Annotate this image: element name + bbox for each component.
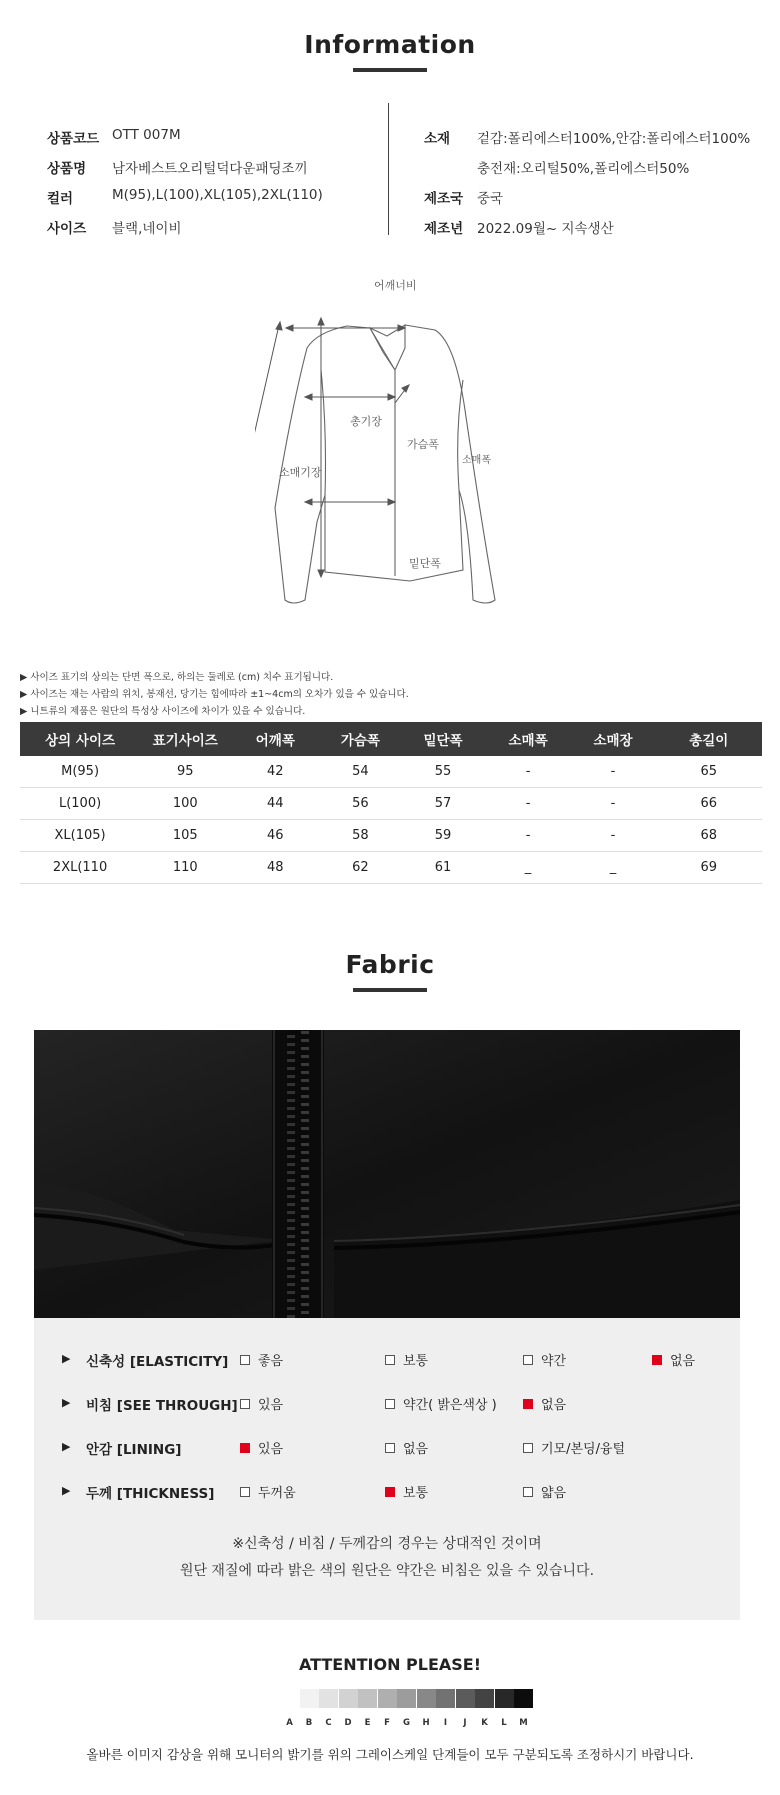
grayscale-swatch	[436, 1689, 455, 1708]
attribute-label: 비침 [SEE THROUGH]	[86, 1398, 238, 1414]
attribute-option	[385, 1482, 428, 1501]
option-label: 약간( 밝은색상 )	[403, 1398, 497, 1413]
info-label: 소재	[424, 131, 451, 147]
fabric-title: Fabric	[345, 950, 435, 979]
info-value: M(95),L(100),XL(105),2XL(110)	[112, 187, 323, 203]
grayscale-letter: I	[443, 1718, 448, 1728]
checkbox-unchecked	[240, 1487, 250, 1497]
size-table-header-cell: 소매폭	[486, 722, 571, 756]
grayscale-letter: H	[422, 1718, 430, 1728]
size-table-header-cell: 표기사이즈	[140, 722, 230, 756]
checkbox-checked	[523, 1399, 533, 1409]
grayscale-letter: J	[463, 1718, 467, 1728]
table-cell: 58	[320, 820, 400, 852]
grayscale-letter: C	[325, 1718, 332, 1728]
option-label: 보통	[403, 1354, 429, 1369]
grayscale-swatch	[339, 1689, 358, 1708]
grayscale-swatch	[475, 1689, 494, 1708]
fabric-photo-image	[34, 1030, 740, 1318]
info-value: 겉감:폴리에스터100%,안감:폴리에스터100%	[477, 131, 751, 147]
attribute-option	[523, 1350, 566, 1369]
table-cell: _	[486, 852, 571, 884]
size-table-header-cell: 총길이	[656, 722, 763, 756]
attribute-label: 두께 [THICKNESS]	[86, 1486, 215, 1502]
option-label: 있음	[258, 1442, 284, 1457]
grayscale-letter: G	[403, 1718, 410, 1728]
info-value: 충전재:오리털50%,폴리에스터50%	[477, 161, 690, 177]
grayscale-swatch	[456, 1689, 475, 1708]
table-row	[20, 820, 762, 852]
checkbox-unchecked	[523, 1487, 533, 1497]
checkbox-checked	[385, 1487, 395, 1497]
option-label: 보통	[403, 1486, 429, 1501]
option-label: 없음	[541, 1398, 567, 1413]
table-cell: 68	[656, 820, 763, 852]
info-value: 남자베스트오리털덕다운패딩조끼	[112, 161, 308, 177]
size-table-header-cell: 가슴폭	[320, 722, 400, 756]
size-table-header-cell: 어깨폭	[230, 722, 320, 756]
arrow-icon: ▶	[62, 1484, 71, 1497]
grayscale-swatch	[514, 1689, 533, 1708]
table-cell: -	[571, 788, 656, 820]
fabric-note-line1: ※신축성 / 비침 / 두께감의 경우는 상대적인 것이며	[232, 1536, 542, 1552]
grayscale-swatch	[358, 1689, 377, 1708]
grayscale-letter: L	[501, 1718, 507, 1728]
table-cell: -	[486, 788, 571, 820]
info-value: 중국	[477, 191, 504, 207]
size-table-header-cell: 소매장	[571, 722, 656, 756]
checkbox-unchecked	[240, 1355, 250, 1365]
attribute-label: 신축성 [ELASTICITY]	[86, 1354, 229, 1370]
info-label: 컬러	[47, 191, 74, 207]
checkbox-unchecked	[523, 1443, 533, 1453]
grayscale-letter: D	[344, 1718, 352, 1728]
grayscale-letter: K	[481, 1718, 488, 1728]
table-cell: XL(105)	[20, 820, 140, 852]
grayscale-letter: B	[305, 1718, 313, 1728]
table-row	[20, 852, 762, 884]
attribute-option	[523, 1482, 566, 1501]
size-table-header	[20, 722, 762, 756]
title-underline	[353, 68, 427, 72]
table-cell: 110	[140, 852, 230, 884]
grayscale-swatch	[280, 1689, 299, 1708]
grayscale-swatch	[378, 1689, 397, 1708]
grayscale-swatch	[417, 1689, 436, 1708]
grayscale-letter: M	[519, 1718, 528, 1728]
grayscale-swatch	[495, 1689, 514, 1708]
table-cell: -	[486, 820, 571, 852]
attribute-option	[240, 1438, 283, 1457]
attribute-option	[240, 1482, 296, 1501]
label-sleeve-length: 소매기장	[279, 466, 322, 479]
checkbox-unchecked	[385, 1399, 395, 1409]
table-cell: 56	[320, 788, 400, 820]
option-label: 기모/본딩/융털	[541, 1442, 626, 1457]
grayscale-swatch	[397, 1689, 416, 1708]
attention-title: ATTENTION PLEASE!	[298, 1655, 482, 1674]
size-note: ▶ 사이즈는 재는 사람의 위치, 봉재선, 당기는 힘에따라 ±1~4cm의 오차가 있을 수 있습니다.	[20, 689, 409, 700]
info-value: 2022.09월~ 지속생산	[477, 221, 614, 237]
option-label: 없음	[403, 1442, 429, 1457]
table-cell: _	[571, 852, 656, 884]
checkbox-unchecked	[523, 1355, 533, 1365]
size-table-header-cell: 밑단폭	[400, 722, 485, 756]
info-label: 제조년	[424, 221, 464, 237]
garment-size-diagram	[255, 270, 535, 605]
info-divider	[388, 103, 389, 235]
label-hem: 밑단폭	[409, 557, 441, 570]
attention-note: 올바른 이미지 감상을 위해 모니터의 밝기를 위의 그레이스케일 단계들이 모두 구분되도록 조정하시기 바랍니다.	[86, 1747, 694, 1762]
table-cell: 2XL(110	[20, 852, 140, 884]
attribute-option	[240, 1350, 283, 1369]
table-cell: 95	[140, 756, 230, 788]
info-value: 블랙,네이비	[112, 221, 182, 237]
title-underline	[353, 988, 427, 992]
label-chest: 가슴폭	[407, 438, 439, 451]
grayscale-swatch	[300, 1689, 319, 1708]
information-title: Information	[304, 30, 476, 59]
checkbox-unchecked	[385, 1355, 395, 1365]
table-cell: 59	[400, 820, 485, 852]
attribute-label: 안감 [LINING]	[86, 1442, 182, 1458]
size-note: ▶ 사이즈 표기의 상의는 단면 폭으로, 하의는 둘레로 (cm) 치수 표기됩니다.	[20, 672, 334, 683]
grayscale-letter: E	[364, 1718, 371, 1728]
grayscale-letter: F	[384, 1718, 390, 1728]
arrow-icon: ▶	[62, 1440, 71, 1453]
table-cell: 48	[230, 852, 320, 884]
info-label: 상품명	[47, 161, 87, 177]
table-cell: 44	[230, 788, 320, 820]
checkbox-unchecked	[240, 1399, 250, 1409]
grayscale-letter: A	[286, 1718, 293, 1728]
table-cell: 100	[140, 788, 230, 820]
attribute-option	[523, 1394, 566, 1413]
table-cell: 42	[230, 756, 320, 788]
table-cell: M(95)	[20, 756, 140, 788]
table-cell: 57	[400, 788, 485, 820]
label-total-length: 총기장	[350, 415, 382, 428]
info-value: OTT 007M	[112, 127, 181, 143]
attribute-option	[385, 1394, 497, 1413]
table-cell: 66	[656, 788, 763, 820]
label-shoulder: 어깨너비	[374, 279, 417, 292]
table-cell: 61	[400, 852, 485, 884]
table-cell: 46	[230, 820, 320, 852]
size-note: ▶ 니트류의 제품은 원단의 특성상 사이즈에 차이가 있을 수 있습니다.	[20, 706, 306, 717]
table-cell: 65	[656, 756, 763, 788]
attribute-option	[652, 1350, 695, 1369]
fabric-note-line2: 원단 재질에 따라 밝은 색의 원단은 약간은 비침은 있을 수 있습니다.	[179, 1563, 595, 1579]
option-label: 얇음	[541, 1486, 567, 1501]
table-row	[20, 756, 762, 788]
option-label: 없음	[670, 1354, 696, 1369]
table-row	[20, 788, 762, 820]
table-cell: 55	[400, 756, 485, 788]
size-table-header-cell: 상의 사이즈	[20, 722, 140, 756]
table-cell: 62	[320, 852, 400, 884]
checkbox-unchecked	[385, 1443, 395, 1453]
info-label: 사이즈	[47, 221, 87, 237]
grayscale-swatch	[319, 1689, 338, 1708]
attribute-option	[385, 1438, 428, 1457]
attribute-option	[240, 1394, 283, 1413]
table-cell: 54	[320, 756, 400, 788]
table-cell: -	[486, 756, 571, 788]
option-label: 좋음	[258, 1354, 284, 1369]
table-cell: 69	[656, 852, 763, 884]
option-label: 두꺼움	[258, 1486, 296, 1501]
fabric-photo	[34, 1030, 740, 1318]
size-table	[20, 722, 762, 884]
checkbox-checked	[240, 1443, 250, 1453]
arrow-icon: ▶	[62, 1352, 71, 1365]
attribute-option	[385, 1350, 428, 1369]
table-cell: -	[571, 756, 656, 788]
attribute-option	[523, 1438, 625, 1457]
table-cell: L(100)	[20, 788, 140, 820]
option-label: 약간	[541, 1354, 567, 1369]
info-label: 상품코드	[47, 131, 100, 147]
arrow-icon: ▶	[62, 1396, 71, 1409]
label-sleeve-width: 소매폭	[462, 455, 491, 466]
info-label: 제조국	[424, 191, 464, 207]
checkbox-checked	[652, 1355, 662, 1365]
table-cell: -	[571, 820, 656, 852]
table-cell: 105	[140, 820, 230, 852]
option-label: 있음	[258, 1398, 284, 1413]
